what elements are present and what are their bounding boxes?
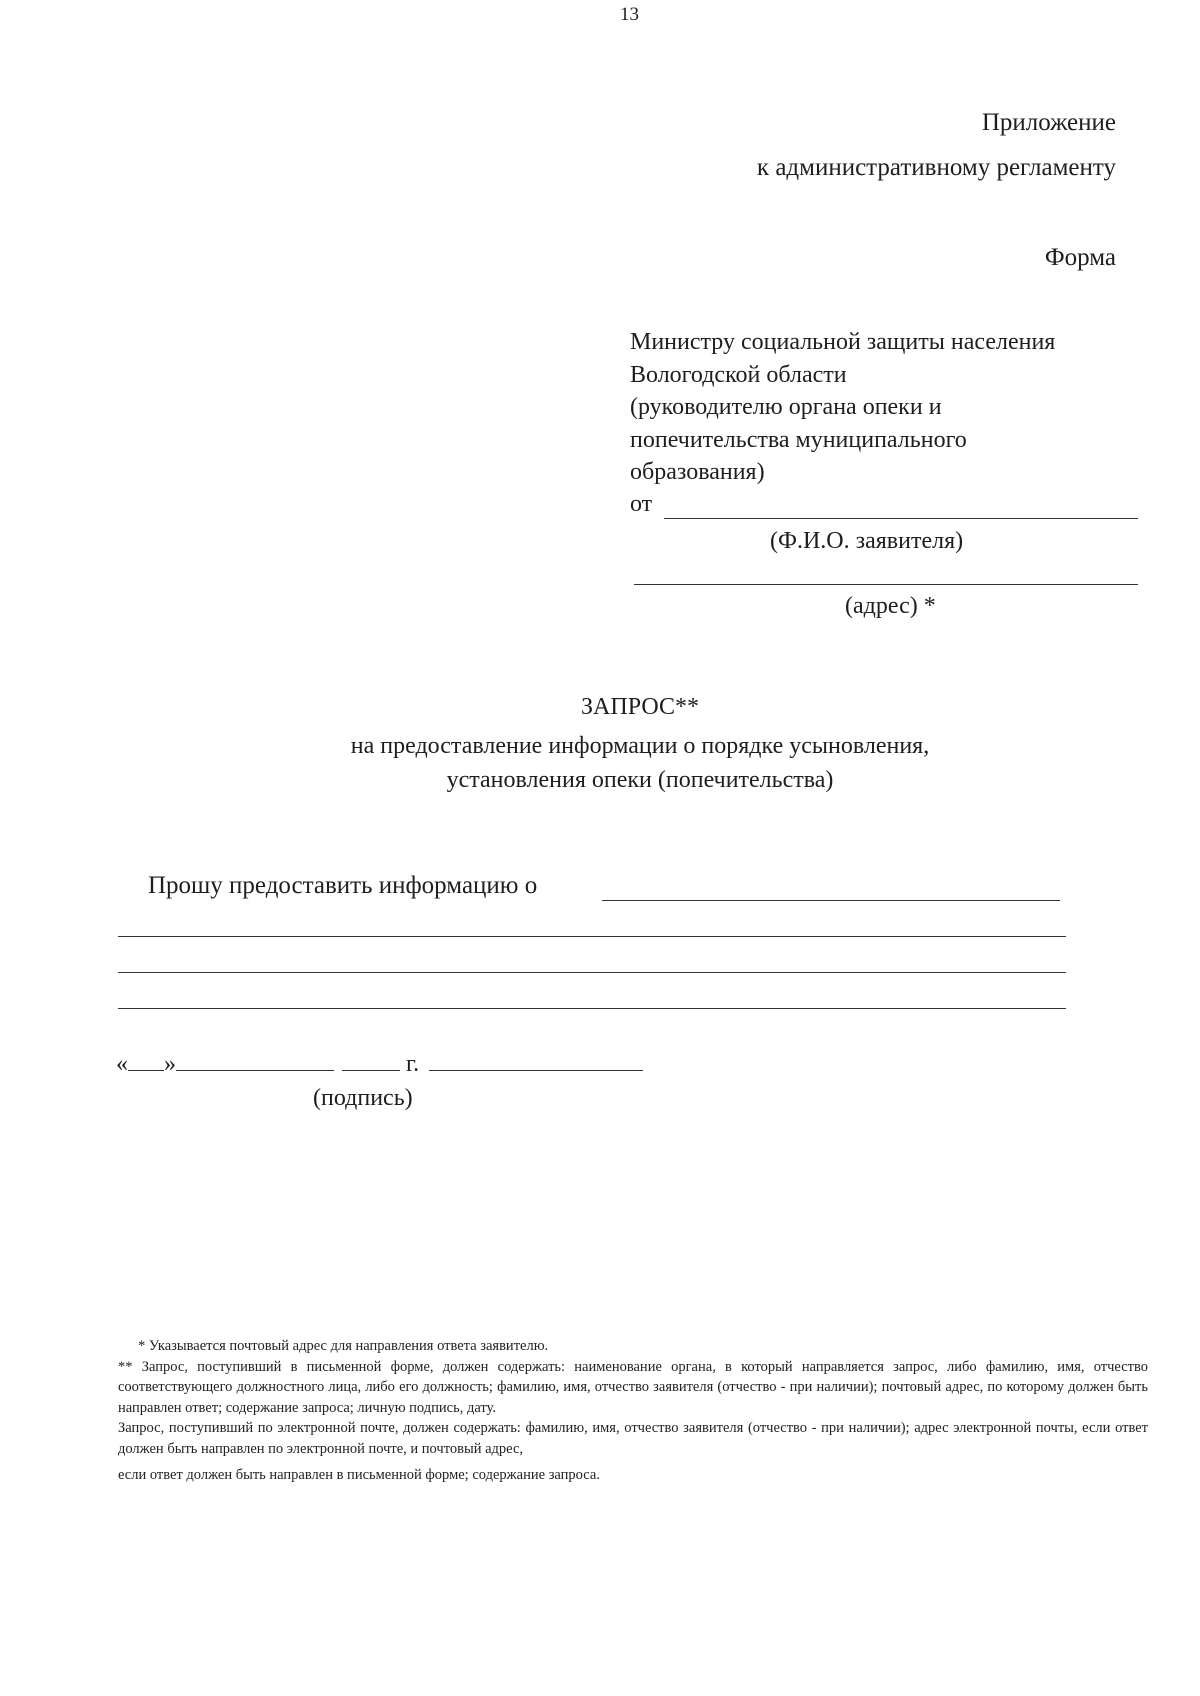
year-field[interactable] [342,1048,400,1071]
date-line [116,1048,643,1078]
address-caption: (адрес) * [845,593,936,619]
page-number: 13 [620,4,639,25]
signature-field[interactable] [429,1048,643,1071]
footnotes [118,1336,1148,1486]
footnote-2: ** Запрос, поступивший в письменной форме, должен содержать: наименование органа, в который направляется запрос, либо фамилию, имя, отчество соответствующего должностного лица, либо его должность; фамилию, имя, отчество заявителя (отчество - при наличии); почтовый адрес, по которому должен быть направлен ответ; содержание запроса; личную подпись, дату. [118,1358,1148,1416]
day-field[interactable] [128,1048,164,1071]
applicant-name-field[interactable] [664,518,1138,519]
request-title: ЗАПРОС** [581,694,699,720]
request-info-field[interactable] [602,900,1060,901]
request-info-line-4[interactable] [118,1008,1066,1009]
addressee-line: попечительства муниципального [630,426,967,453]
appendix-title: Приложение [981,109,1116,136]
request-info-line-2[interactable] [118,936,1066,937]
footnote-1: * Указывается почтовый адрес для направления ответа заявителю. [138,1338,549,1354]
fio-caption: (Ф.И.О. заявителя) [770,528,964,554]
year-suffix: г. [406,1051,420,1077]
footnote-3-continuation: если ответ должен быть направлен в письменной форме; содержание запроса. [118,1467,600,1483]
request-info-line-3[interactable] [118,972,1066,973]
month-field[interactable] [176,1048,334,1071]
addressee-line: Министру социальной защиты населения [630,329,1056,355]
request-subtitle-line1: на предоставление информации о порядке усыновления, [350,733,930,759]
quote-open: « [116,1051,128,1077]
addressee-line: (руководителю органа опеки и [630,394,942,420]
footnote-3: Запрос, поступивший по электронной почте, должен содержать: фамилию, имя, отчество заявителя (отчество - при наличии); адрес электронной почты, если ответ должен быть направлен по электронной почте, и почтовый адрес, [118,1420,1148,1457]
request-subtitle-line2: установления опеки (попечительства) [446,767,834,793]
applicant-address-field[interactable] [634,584,1138,585]
appendix-subtitle: к административному регламенту [756,154,1116,181]
form-label: Форма [1044,244,1116,271]
addressee-line: Вологодской области [630,361,847,388]
from-label: от [630,491,653,517]
request-body-text: Прошу предоставить информацию о [148,872,538,899]
quote-close: » [164,1051,176,1077]
addressee-block [630,326,1150,489]
signature-caption: (подпись) [313,1085,413,1111]
addressee-line: образования) [630,459,765,485]
